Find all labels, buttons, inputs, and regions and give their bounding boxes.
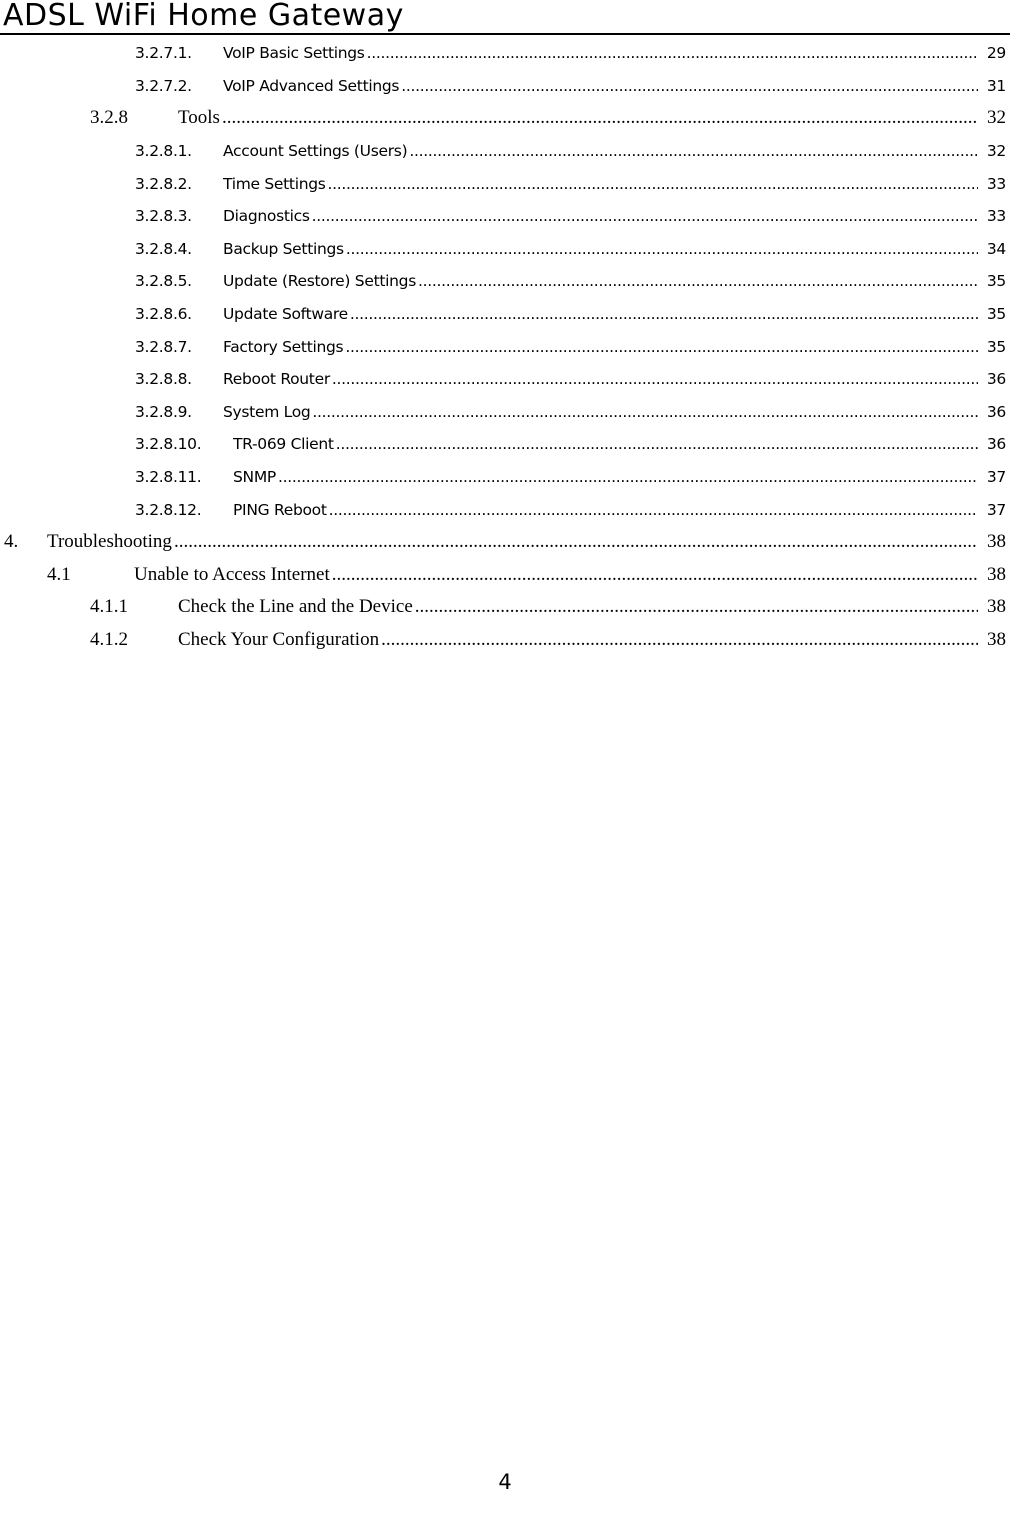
toc-entry[interactable]	[0, 624, 1010, 657]
toc-entry-title: Account Settings (Users)	[223, 142, 408, 161]
toc-entry-page: 35	[986, 305, 1006, 324]
toc-entry-page: 38	[987, 596, 1006, 618]
toc-entry[interactable]	[0, 102, 1010, 135]
toc-entry-number: 3.2.8.5.	[135, 272, 192, 291]
toc-dot-leader	[174, 531, 978, 553]
toc-entry-number: 4.1.2	[90, 628, 128, 650]
toc-entry-page: 38	[987, 628, 1006, 650]
toc-entry-title: Troubleshooting	[47, 531, 172, 553]
toc-dot-leader	[381, 629, 978, 651]
toc-entry-number: 3.2.7.2.	[135, 76, 192, 95]
document-header-title: ADSL WiFi Home Gateway	[3, 0, 404, 33]
toc-dot-leader	[350, 305, 978, 323]
toc-entry-title: Diagnostics	[223, 207, 310, 226]
toc-entry-title: Factory Settings	[223, 337, 344, 356]
toc-dot-leader	[336, 435, 978, 453]
toc-entry-title: Tools	[178, 107, 220, 129]
toc-entry-title: Update Software	[223, 305, 348, 324]
toc-entry[interactable]	[0, 135, 1010, 168]
toc-dot-leader	[328, 175, 978, 193]
toc-entry-title: TR-069 Client	[233, 435, 334, 454]
toc-entry-page: 35	[986, 272, 1006, 291]
toc-entry[interactable]	[0, 493, 1010, 526]
toc-entry-page: 29	[986, 44, 1006, 63]
toc-dot-leader	[312, 207, 978, 225]
toc-entry-page: 31	[986, 76, 1006, 95]
toc-entry-number: 3.2.8.10.	[135, 435, 202, 454]
toc-entry[interactable]	[0, 526, 1010, 559]
toc-entry-page: 36	[986, 402, 1006, 421]
toc-entry[interactable]	[0, 167, 1010, 200]
toc-entry-title: Update (Restore) Settings	[223, 272, 416, 291]
toc-entry-title: Reboot Router	[223, 370, 330, 389]
toc-entry-title: PING Reboot	[233, 500, 327, 519]
toc-entry-page: 38	[987, 531, 1006, 553]
toc-entry[interactable]	[0, 265, 1010, 298]
table-of-contents	[0, 37, 1010, 656]
toc-entry-number: 3.2.8.12.	[135, 500, 202, 519]
toc-entry-title: Time Settings	[223, 174, 326, 193]
toc-entry-number: 3.2.8.4.	[135, 239, 192, 258]
toc-entry-page: 36	[986, 435, 1006, 454]
toc-entry[interactable]	[0, 330, 1010, 363]
toc-entry-page: 32	[987, 107, 1006, 129]
toc-entry[interactable]	[0, 363, 1010, 396]
toc-entry-title: VoIP Basic Settings	[223, 44, 365, 63]
toc-entry[interactable]	[0, 591, 1010, 624]
toc-entry-page: 33	[986, 207, 1006, 226]
toc-entry-page: 37	[986, 468, 1006, 487]
toc-entry-number: 3.2.8	[90, 107, 128, 129]
toc-entry-title: Check Your Configuration	[178, 628, 380, 650]
toc-dot-leader	[346, 240, 978, 258]
toc-entry-page: 32	[986, 142, 1006, 161]
toc-entry-number: 4.1	[47, 563, 71, 585]
toc-entry-page: 34	[986, 239, 1006, 258]
toc-entry-title: Check the Line and the Device	[178, 596, 413, 618]
toc-dot-leader	[278, 468, 978, 486]
toc-entry[interactable]	[0, 559, 1010, 592]
toc-entry-number: 3.2.8.6.	[135, 305, 192, 324]
toc-entry-number: 3.2.8.7.	[135, 337, 192, 356]
toc-entry-title: System Log	[223, 402, 311, 421]
toc-entry[interactable]	[0, 37, 1010, 70]
toc-dot-leader	[312, 403, 978, 421]
toc-dot-leader	[222, 107, 978, 129]
toc-entry-page: 38	[987, 563, 1006, 585]
page-number: 4	[498, 1470, 512, 1494]
toc-entry[interactable]	[0, 200, 1010, 233]
header-divider	[0, 33, 1010, 35]
toc-dot-leader	[401, 77, 978, 95]
toc-entry-number: 4.1.1	[90, 596, 128, 618]
toc-dot-leader	[345, 338, 978, 356]
toc-dot-leader	[367, 44, 978, 62]
toc-entry-page: 37	[986, 500, 1006, 519]
toc-entry-page: 36	[986, 370, 1006, 389]
toc-entry-number: 3.2.8.8.	[135, 370, 192, 389]
toc-dot-leader	[415, 596, 978, 618]
toc-dot-leader	[329, 501, 978, 519]
toc-entry[interactable]	[0, 70, 1010, 103]
toc-entry[interactable]	[0, 428, 1010, 461]
toc-entry-number: 3.2.8.1.	[135, 142, 192, 161]
toc-dot-leader	[418, 272, 978, 290]
toc-entry-number: 3.2.8.9.	[135, 402, 192, 421]
toc-dot-leader	[332, 370, 978, 388]
toc-entry-number: 3.2.8.11.	[135, 468, 202, 487]
toc-entry-number: 3.2.8.3.	[135, 207, 192, 226]
toc-dot-leader	[409, 142, 978, 160]
toc-entry-page: 33	[986, 174, 1006, 193]
toc-entry[interactable]	[0, 233, 1010, 266]
toc-entry[interactable]	[0, 396, 1010, 429]
toc-dot-leader	[332, 564, 978, 586]
toc-entry-page: 35	[986, 337, 1006, 356]
toc-entry-title: Backup Settings	[223, 239, 344, 258]
toc-entry-number: 3.2.8.2.	[135, 174, 192, 193]
toc-entry-number: 4.	[4, 531, 19, 553]
toc-entry-title: VoIP Advanced Settings	[223, 76, 400, 95]
toc-entry-number: 3.2.7.1.	[135, 44, 192, 63]
toc-entry[interactable]	[0, 461, 1010, 494]
toc-entry[interactable]	[0, 298, 1010, 331]
toc-entry-title: SNMP	[233, 468, 276, 487]
toc-entry-title: Unable to Access Internet	[134, 563, 330, 585]
